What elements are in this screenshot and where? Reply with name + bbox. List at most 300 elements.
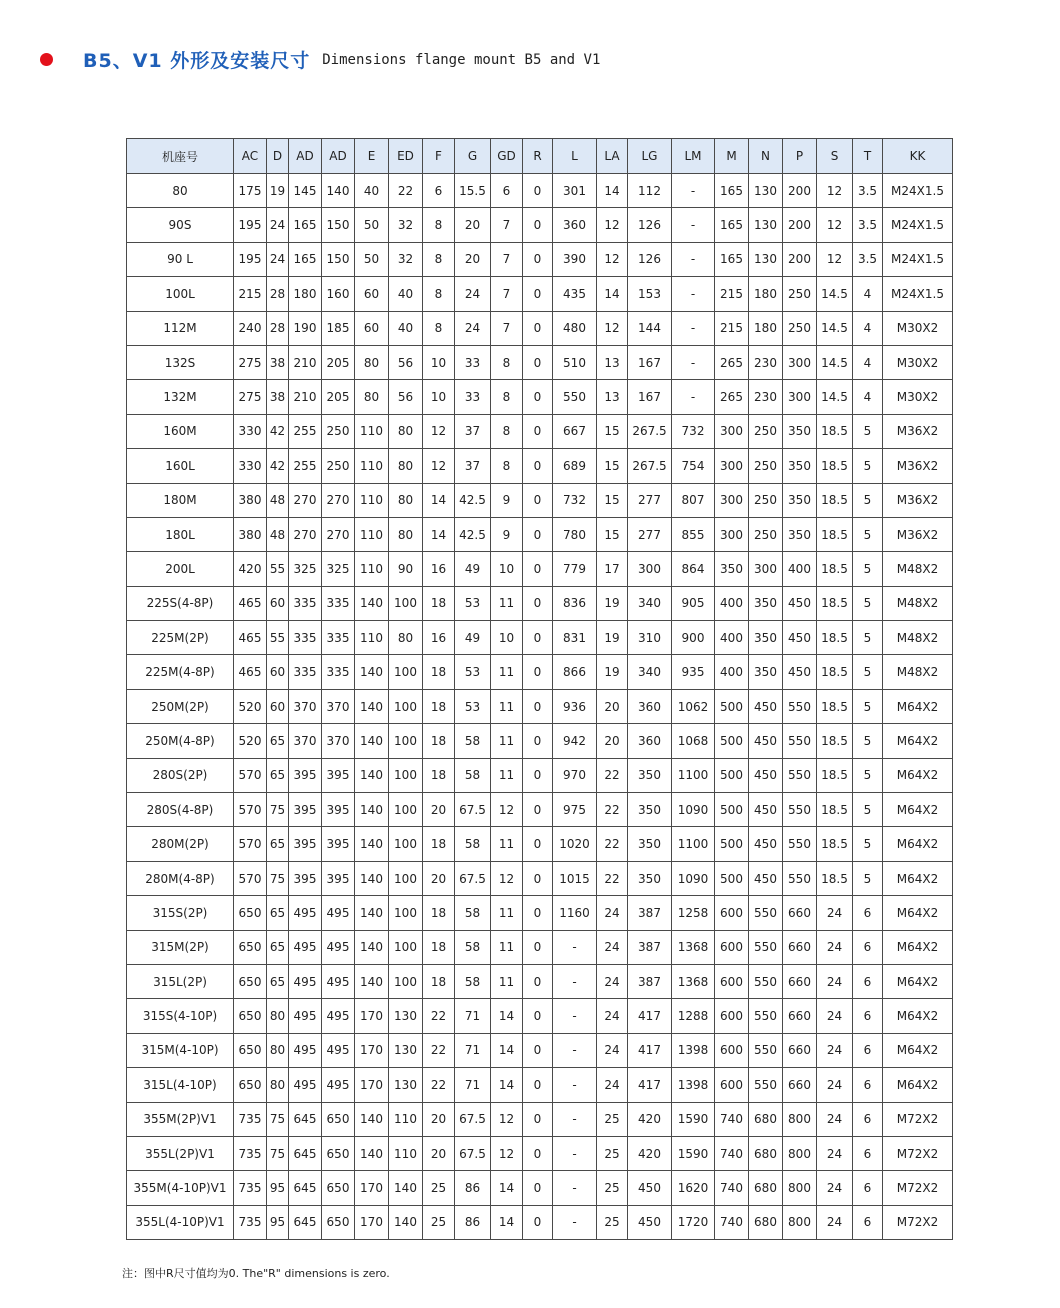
table-cell: 38 xyxy=(267,345,289,379)
table-cell: 180 xyxy=(749,277,783,311)
table-cell: 5 xyxy=(853,621,883,655)
table-cell: 465 xyxy=(234,655,267,689)
table-cell: 495 xyxy=(322,1068,355,1102)
table-row xyxy=(127,758,953,792)
table-cell: 112 xyxy=(628,174,672,208)
table-cell: 0 xyxy=(523,689,553,723)
table-cell: 18.5 xyxy=(817,758,853,792)
table-cell: 71 xyxy=(455,1068,491,1102)
table-cell: 14 xyxy=(491,1171,523,1205)
table-cell: 7 xyxy=(491,208,523,242)
table-cell: 5 xyxy=(853,449,883,483)
table-cell: 0 xyxy=(523,724,553,758)
table-cell: 300 xyxy=(715,449,749,483)
table-cell: 6 xyxy=(853,1136,883,1170)
table-cell: 250 xyxy=(749,414,783,448)
section-header xyxy=(40,46,600,73)
table-cell: 18.5 xyxy=(817,724,853,758)
frame-size-cell: 160L xyxy=(127,449,234,483)
table-cell: 570 xyxy=(234,793,267,827)
table-cell: M64X2 xyxy=(883,930,953,964)
table-row xyxy=(127,655,953,689)
table-cell: 650 xyxy=(234,1068,267,1102)
table-row xyxy=(127,174,953,208)
table-cell: 495 xyxy=(322,930,355,964)
table-cell: 277 xyxy=(628,517,672,551)
table-cell: 14 xyxy=(491,1033,523,1067)
table-cell: 380 xyxy=(234,517,267,551)
table-cell: 170 xyxy=(355,1171,389,1205)
table-cell: M64X2 xyxy=(883,1068,953,1102)
table-cell: 25 xyxy=(423,1171,455,1205)
table-cell: 300 xyxy=(749,552,783,586)
table-cell: 10 xyxy=(423,345,455,379)
table-cell: 37 xyxy=(455,414,491,448)
table-cell: 18.5 xyxy=(817,827,853,861)
table-cell: 250 xyxy=(322,414,355,448)
table-cell: 4 xyxy=(853,345,883,379)
table-cell: 250 xyxy=(322,449,355,483)
table-cell: 65 xyxy=(267,964,289,998)
table-cell: 12 xyxy=(597,311,628,345)
column-header: AD xyxy=(289,139,322,174)
table-cell: 195 xyxy=(234,242,267,276)
table-cell: 1015 xyxy=(553,861,597,895)
table-cell: 300 xyxy=(628,552,672,586)
table-cell: 140 xyxy=(389,1171,423,1205)
table-cell: M24X1.5 xyxy=(883,242,953,276)
table-cell: 167 xyxy=(628,345,672,379)
table-cell: 1398 xyxy=(672,1068,715,1102)
table-cell: M48X2 xyxy=(883,552,953,586)
table-cell: 24 xyxy=(597,930,628,964)
table-cell: 165 xyxy=(715,242,749,276)
table-cell: 495 xyxy=(289,999,322,1033)
table-cell: 740 xyxy=(715,1136,749,1170)
table-cell: 11 xyxy=(491,586,523,620)
table-cell: - xyxy=(553,930,597,964)
table-cell: 350 xyxy=(783,517,817,551)
frame-size-cell: 90S xyxy=(127,208,234,242)
table-cell: 600 xyxy=(715,1068,749,1102)
table-cell: - xyxy=(672,174,715,208)
table-cell: 8 xyxy=(423,277,455,311)
table-cell: 140 xyxy=(355,793,389,827)
table-cell: 140 xyxy=(355,586,389,620)
table-cell: 11 xyxy=(491,689,523,723)
title-english: Dimensions flange mount B5 and V1 xyxy=(322,51,601,68)
table-cell: 417 xyxy=(628,999,672,1033)
table-cell: 942 xyxy=(553,724,597,758)
table-cell: 0 xyxy=(523,827,553,861)
table-row xyxy=(127,208,953,242)
table-cell: 335 xyxy=(322,655,355,689)
table-cell: 450 xyxy=(783,655,817,689)
table-cell: 22 xyxy=(423,1068,455,1102)
table-cell: 300 xyxy=(715,517,749,551)
table-cell: 80 xyxy=(389,449,423,483)
table-cell: 20 xyxy=(423,1136,455,1170)
footnote: 注：图中R尺寸值均为0. The"R" dimensions is zero. xyxy=(122,1267,390,1280)
table-cell: 95 xyxy=(267,1171,289,1205)
table-row xyxy=(127,586,953,620)
table-cell: 387 xyxy=(628,930,672,964)
table-cell: 18.5 xyxy=(817,449,853,483)
table-cell: 170 xyxy=(355,1033,389,1067)
table-cell: 3.5 xyxy=(853,242,883,276)
table-cell: 970 xyxy=(553,758,597,792)
table-cell: 450 xyxy=(783,621,817,655)
table-cell: M72X2 xyxy=(883,1102,953,1136)
table-cell: 735 xyxy=(234,1102,267,1136)
table-cell: 667 xyxy=(553,414,597,448)
table-row xyxy=(127,1136,953,1170)
table-cell: 855 xyxy=(672,517,715,551)
table-row xyxy=(127,277,953,311)
table-cell: 340 xyxy=(628,586,672,620)
table-cell: 301 xyxy=(553,174,597,208)
table-cell: 86 xyxy=(455,1205,491,1239)
table-cell: 325 xyxy=(322,552,355,586)
table-cell: M48X2 xyxy=(883,655,953,689)
table-cell: 15 xyxy=(597,414,628,448)
table-cell: 24 xyxy=(267,242,289,276)
table-cell: 37 xyxy=(455,449,491,483)
table-cell: 5 xyxy=(853,758,883,792)
table-cell: 19 xyxy=(597,621,628,655)
table-cell: 60 xyxy=(355,277,389,311)
table-cell: 22 xyxy=(597,758,628,792)
table-cell: 4 xyxy=(853,311,883,345)
table-cell: 0 xyxy=(523,999,553,1033)
table-cell: 80 xyxy=(267,1033,289,1067)
table-cell: 11 xyxy=(491,930,523,964)
table-cell: 200 xyxy=(783,208,817,242)
table-cell: 330 xyxy=(234,449,267,483)
table-cell: 1590 xyxy=(672,1136,715,1170)
table-cell: M64X2 xyxy=(883,861,953,895)
table-cell: 12 xyxy=(491,861,523,895)
table-cell: 24 xyxy=(597,1033,628,1067)
table-cell: 42.5 xyxy=(455,483,491,517)
table-cell: 160 xyxy=(322,277,355,311)
table-cell: 6 xyxy=(853,1033,883,1067)
frame-size-cell: 315L(4-10P) xyxy=(127,1068,234,1102)
table-cell: - xyxy=(553,1033,597,1067)
frame-size-cell: 315L(2P) xyxy=(127,964,234,998)
table-cell: 1620 xyxy=(672,1171,715,1205)
table-cell: 18 xyxy=(423,586,455,620)
table-cell: 18.5 xyxy=(817,793,853,827)
table-cell: 495 xyxy=(289,1033,322,1067)
table-cell: 395 xyxy=(322,861,355,895)
table-cell: 5 xyxy=(853,724,883,758)
table-cell: 24 xyxy=(817,896,853,930)
table-cell: 650 xyxy=(234,1033,267,1067)
frame-size-cell: 132S xyxy=(127,345,234,379)
table-cell: 67.5 xyxy=(455,1102,491,1136)
table-row xyxy=(127,621,953,655)
table-cell: 350 xyxy=(783,449,817,483)
table-cell: 32 xyxy=(389,208,423,242)
table-cell: M64X2 xyxy=(883,964,953,998)
table-row xyxy=(127,689,953,723)
table-cell: 800 xyxy=(783,1205,817,1239)
table-cell: 19 xyxy=(597,655,628,689)
table-cell: M64X2 xyxy=(883,999,953,1033)
column-header: D xyxy=(267,139,289,174)
table-cell: 24 xyxy=(597,964,628,998)
frame-size-cell: 100L xyxy=(127,277,234,311)
table-cell: 0 xyxy=(523,1102,553,1136)
frame-size-cell: 200L xyxy=(127,552,234,586)
table-row xyxy=(127,793,953,827)
table-cell: 370 xyxy=(289,724,322,758)
table-cell: - xyxy=(672,311,715,345)
table-cell: 350 xyxy=(749,586,783,620)
table-row xyxy=(127,1033,953,1067)
table-cell: 550 xyxy=(783,724,817,758)
table-cell: 570 xyxy=(234,861,267,895)
table-cell: 495 xyxy=(289,964,322,998)
table-cell: 42 xyxy=(267,414,289,448)
table-cell: 130 xyxy=(749,242,783,276)
table-cell: 110 xyxy=(355,517,389,551)
table-cell: 100 xyxy=(389,896,423,930)
table-cell: 0 xyxy=(523,621,553,655)
table-cell: 55 xyxy=(267,621,289,655)
table-cell: 110 xyxy=(355,414,389,448)
table-cell: 570 xyxy=(234,827,267,861)
table-cell: 13 xyxy=(597,380,628,414)
table-cell: 86 xyxy=(455,1171,491,1205)
table-cell: 60 xyxy=(267,655,289,689)
table-cell: 205 xyxy=(322,345,355,379)
table-cell: 90 xyxy=(389,552,423,586)
table-cell: 40 xyxy=(355,174,389,208)
table-cell: 175 xyxy=(234,174,267,208)
table-cell: 1100 xyxy=(672,827,715,861)
table-cell: 67.5 xyxy=(455,793,491,827)
table-cell: 180 xyxy=(289,277,322,311)
table-cell: 645 xyxy=(289,1205,322,1239)
table-cell: 42.5 xyxy=(455,517,491,551)
table-header-row xyxy=(127,139,953,174)
table-cell: 645 xyxy=(289,1136,322,1170)
table-cell: 14 xyxy=(423,517,455,551)
table-cell: 380 xyxy=(234,483,267,517)
table-cell: 250 xyxy=(749,483,783,517)
table-cell: M36X2 xyxy=(883,414,953,448)
table-cell: 18.5 xyxy=(817,517,853,551)
table-cell: 67.5 xyxy=(455,861,491,895)
table-cell: 153 xyxy=(628,277,672,311)
table-cell: 14 xyxy=(491,1068,523,1102)
dimensions-table xyxy=(126,138,953,1240)
table-cell: 100 xyxy=(389,861,423,895)
table-cell: 18.5 xyxy=(817,689,853,723)
table-cell: 20 xyxy=(455,242,491,276)
table-cell: M64X2 xyxy=(883,793,953,827)
table-cell: 975 xyxy=(553,793,597,827)
table-cell: 14.5 xyxy=(817,345,853,379)
table-cell: 58 xyxy=(455,964,491,998)
table-cell: 660 xyxy=(783,964,817,998)
table-cell: 350 xyxy=(628,793,672,827)
table-cell: 58 xyxy=(455,896,491,930)
table-cell: 49 xyxy=(455,621,491,655)
table-cell: 140 xyxy=(355,896,389,930)
table-row xyxy=(127,1068,953,1102)
table-cell: 8 xyxy=(491,345,523,379)
table-cell: - xyxy=(553,1171,597,1205)
table-cell: 550 xyxy=(749,1033,783,1067)
table-cell: 100 xyxy=(389,655,423,689)
table-cell: 58 xyxy=(455,930,491,964)
table-cell: 1258 xyxy=(672,896,715,930)
table-cell: 67.5 xyxy=(455,1136,491,1170)
table-cell: 24 xyxy=(817,1102,853,1136)
table-cell: 7 xyxy=(491,311,523,345)
frame-size-cell: 355L(4-10P)V1 xyxy=(127,1205,234,1239)
table-cell: 831 xyxy=(553,621,597,655)
table-cell: 24 xyxy=(597,1068,628,1102)
table-cell: 395 xyxy=(289,861,322,895)
table-cell: 100 xyxy=(389,964,423,998)
table-cell: 350 xyxy=(628,758,672,792)
table-cell: 20 xyxy=(455,208,491,242)
table-cell: 807 xyxy=(672,483,715,517)
table-cell: 55 xyxy=(267,552,289,586)
frame-size-cell: 90 L xyxy=(127,242,234,276)
table-cell: 24 xyxy=(817,1205,853,1239)
table-cell: 250 xyxy=(749,449,783,483)
table-cell: M72X2 xyxy=(883,1171,953,1205)
table-cell: 360 xyxy=(628,724,672,758)
table-cell: 80 xyxy=(389,483,423,517)
table-cell: 800 xyxy=(783,1136,817,1170)
table-cell: 71 xyxy=(455,1033,491,1067)
table-cell: 267.5 xyxy=(628,414,672,448)
table-cell: 7 xyxy=(491,242,523,276)
table-cell: 250 xyxy=(749,517,783,551)
table-cell: 1090 xyxy=(672,861,715,895)
table-cell: 100 xyxy=(389,724,423,758)
table-cell: 735 xyxy=(234,1205,267,1239)
table-cell: 370 xyxy=(322,724,355,758)
table-cell: 24 xyxy=(817,1171,853,1205)
table-cell: 1062 xyxy=(672,689,715,723)
table-cell: 350 xyxy=(628,861,672,895)
table-cell: 600 xyxy=(715,964,749,998)
table-cell: 0 xyxy=(523,758,553,792)
table-cell: 100 xyxy=(389,586,423,620)
table-cell: 1020 xyxy=(553,827,597,861)
table-cell: 495 xyxy=(322,999,355,1033)
table-cell: 600 xyxy=(715,1033,749,1067)
table-cell: 0 xyxy=(523,793,553,827)
table-cell: 195 xyxy=(234,208,267,242)
table-cell: 8 xyxy=(423,311,455,345)
table-cell: M30X2 xyxy=(883,380,953,414)
table-cell: 13 xyxy=(597,345,628,379)
table-cell: 80 xyxy=(267,1068,289,1102)
table-cell: 11 xyxy=(491,758,523,792)
table-cell: 936 xyxy=(553,689,597,723)
table-cell: 680 xyxy=(749,1205,783,1239)
table-cell: 0 xyxy=(523,1033,553,1067)
table-cell: 6 xyxy=(423,174,455,208)
table-cell: 680 xyxy=(749,1171,783,1205)
table-cell: 1398 xyxy=(672,1033,715,1067)
table-cell: 19 xyxy=(267,174,289,208)
table-cell: 420 xyxy=(628,1102,672,1136)
table-cell: 65 xyxy=(267,724,289,758)
table-cell: 550 xyxy=(749,896,783,930)
table-cell: 110 xyxy=(355,483,389,517)
frame-size-cell: 132M xyxy=(127,380,234,414)
table-cell: 360 xyxy=(628,689,672,723)
table-row xyxy=(127,483,953,517)
table-cell: 11 xyxy=(491,655,523,689)
frame-size-cell: 315M(2P) xyxy=(127,930,234,964)
table-cell: 24 xyxy=(817,1136,853,1170)
table-cell: 390 xyxy=(553,242,597,276)
table-cell: 0 xyxy=(523,655,553,689)
frame-size-cell: 180M xyxy=(127,483,234,517)
table-cell: 10 xyxy=(423,380,455,414)
table-cell: 5 xyxy=(853,793,883,827)
table-cell: 18 xyxy=(423,827,455,861)
table-cell: 275 xyxy=(234,380,267,414)
table-cell: 110 xyxy=(355,621,389,655)
table-cell: 0 xyxy=(523,483,553,517)
table-cell: 650 xyxy=(322,1205,355,1239)
frame-size-cell: 280M(4-8P) xyxy=(127,861,234,895)
table-cell: 24 xyxy=(597,999,628,1033)
frame-size-cell: 225M(2P) xyxy=(127,621,234,655)
table-row xyxy=(127,827,953,861)
column-header: P xyxy=(783,139,817,174)
table-cell: 110 xyxy=(389,1136,423,1170)
table-cell: 71 xyxy=(455,999,491,1033)
table-cell: 270 xyxy=(322,483,355,517)
table-cell: M72X2 xyxy=(883,1136,953,1170)
table-cell: 53 xyxy=(455,586,491,620)
table-cell: 300 xyxy=(715,483,749,517)
table-cell: 170 xyxy=(355,1205,389,1239)
table-cell: 395 xyxy=(289,793,322,827)
table-cell: 495 xyxy=(322,964,355,998)
table-cell: 18.5 xyxy=(817,552,853,586)
table-cell: 250 xyxy=(783,277,817,311)
frame-size-cell: 280S(4-8P) xyxy=(127,793,234,827)
table-cell: 150 xyxy=(322,242,355,276)
table-cell: 450 xyxy=(628,1205,672,1239)
table-cell: 140 xyxy=(355,930,389,964)
table-cell: 12 xyxy=(817,208,853,242)
table-cell: 450 xyxy=(749,861,783,895)
table-cell: 24 xyxy=(817,1068,853,1102)
table-cell: 48 xyxy=(267,517,289,551)
table-cell: 215 xyxy=(234,277,267,311)
table-cell: 100 xyxy=(389,827,423,861)
table-cell: 500 xyxy=(715,793,749,827)
table-cell: 28 xyxy=(267,311,289,345)
table-cell: 510 xyxy=(553,345,597,379)
frame-size-cell: 315S(2P) xyxy=(127,896,234,930)
table-cell: 18.5 xyxy=(817,655,853,689)
